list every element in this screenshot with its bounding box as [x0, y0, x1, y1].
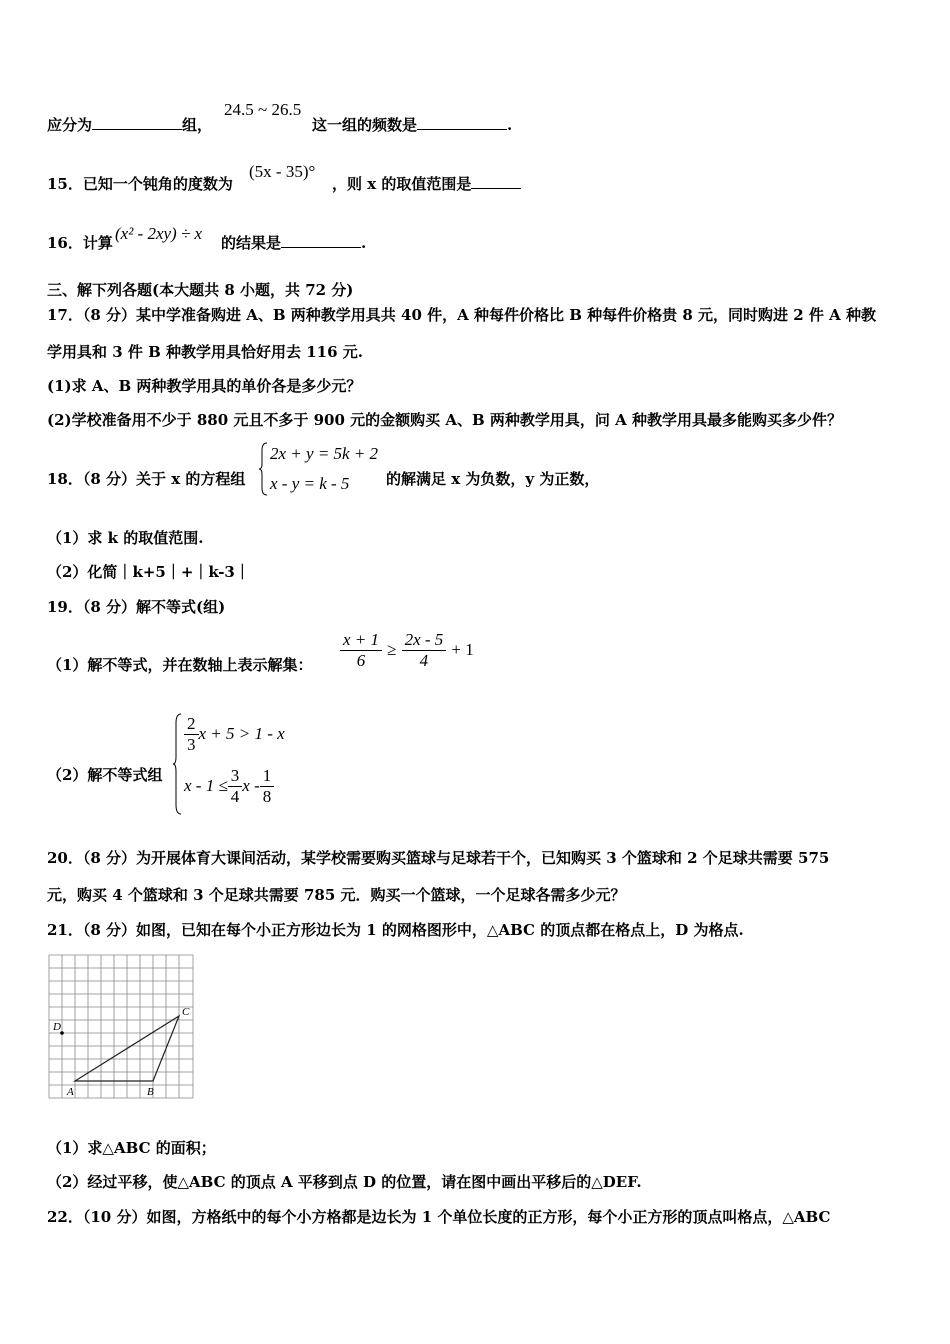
q15-expr: (5x - 35)°: [249, 162, 316, 181]
q15-blank[interactable]: [471, 174, 521, 189]
q21-grid-svg: [47, 953, 197, 1101]
q19-sys2-frac-1: [228, 766, 243, 807]
q19-part-1: （1）解不等式，并在数轴上表示解集：: [47, 656, 313, 674]
q19-sys2-mid: x -: [242, 776, 260, 795]
q19-sys-2: [184, 766, 274, 807]
q14-blank-2[interactable]: [417, 115, 507, 130]
q19-sys2-num: 3: [228, 766, 243, 787]
q15-text: 15．已知一个钝角的度数为: [47, 175, 233, 193]
q14-range: 24.5 ~ 26.5: [224, 100, 302, 119]
section-3-title: 三、解下列各题(本大题共 8 小题，共 72 分): [47, 281, 354, 299]
q19-p1-den-1: 6: [356, 651, 366, 670]
label-b: B: [147, 1086, 154, 1098]
q14-mid: 组，: [182, 116, 213, 134]
left-brace-icon: [172, 713, 182, 815]
q19-p1-expr: [340, 630, 474, 671]
q14-line-2: [312, 115, 512, 135]
q18-part-1: （1）求 k 的取值范围.: [47, 529, 204, 547]
label-a: A: [67, 1086, 74, 1098]
q19-p1-num-1: x + 1: [340, 630, 382, 651]
q16-tail-line: [221, 233, 366, 253]
q18-text: 18．（8 分）关于 x 的方程组: [47, 470, 246, 488]
q16-end: .: [361, 234, 367, 252]
q15-tail-line: [332, 174, 521, 194]
q16-expr: (x² - 2xy) ÷ x: [115, 224, 203, 243]
q19-sys1-tail: x + 5 > 1 - x: [198, 724, 285, 743]
q17-part-2: (2)学校准备用不少于 880 元且不多于 900 元的金额购买 A、B 两种教学用具，问 A 种教学用具最多能购买多少件？: [47, 411, 842, 429]
q19-p1-tail: + 1: [451, 640, 474, 659]
q19-sys-1: [184, 714, 285, 755]
q18-brace: [258, 442, 268, 496]
q20-line-2: 元，购买 4 个篮球和 3 个足球共需要 785 元．购买一个篮球，一个足球各需多少元？: [47, 886, 626, 904]
q19-sys2-den-2: 8: [262, 787, 272, 806]
q16-tail: 的结果是: [221, 234, 282, 252]
q14-blank-1[interactable]: [92, 115, 182, 130]
q19-sys1-frac: [184, 714, 199, 755]
q19-p1-den-2: 4: [419, 651, 429, 670]
q14-line: [47, 115, 212, 135]
q19-p1-num-2: 2x - 5: [402, 630, 447, 651]
q14-end: .: [507, 116, 513, 134]
q21-grid-figure: [47, 953, 197, 1101]
q20-line-1: 20．（8 分）为开展体育大课间活动，某学校需要购买篮球与足球若干个，已知购买 3 个篮球和 2 个足球共需要 575: [47, 849, 830, 867]
grid-lines: [49, 955, 193, 1098]
q19-brace: [172, 713, 182, 815]
label-d: D: [53, 1021, 61, 1033]
q16-blank[interactable]: [281, 233, 361, 248]
q21-text: 21．（8 分）如图，已知在每个小正方形边长为 1 的网格图形中，△ABC 的顶点都在格点上，D 为格点.: [47, 921, 744, 939]
q15-tail: ，则 x 的取值范围是: [332, 175, 472, 193]
q18-eq-2: x - y = k - 5: [270, 474, 350, 493]
label-c: C: [182, 1006, 190, 1018]
q14-prefix: 应分为: [47, 116, 93, 134]
q19-p1-rel: ≥: [387, 640, 397, 659]
q22-text: 22．（10 分）如图，方格纸中的每个小方格都是边长为 1 个单位长度的正方形，每个小正方形的顶点叫格点，△ABC: [47, 1208, 831, 1226]
q19-title: 19．（8 分）解不等式(组): [47, 598, 226, 616]
q18-eq-1: 2x + y = 5k + 2: [270, 444, 379, 463]
q17-part-1: (1)求 A、B 两种教学用具的单价各是多少元？: [47, 377, 362, 395]
q16-text: 16．计算: [47, 234, 113, 252]
q19-sys1-den: 3: [187, 735, 196, 754]
q19-p1-frac-2: [402, 630, 447, 671]
q19-sys2-head: x - 1 ≤: [184, 776, 228, 795]
q21-part-1: （1）求△ABC 的面积；: [47, 1139, 216, 1157]
left-brace-icon: [258, 442, 268, 496]
q14-suffix: 这一组的频数是: [312, 116, 418, 134]
q19-sys2-den: 4: [230, 787, 240, 806]
q19-p1-frac-1: [340, 630, 382, 671]
q19-sys2-frac-2: [260, 766, 275, 807]
q19-sys1-num: 2: [184, 714, 199, 735]
q17-line-2: 学用具和 3 件 B 种教学用具恰好用去 116 元.: [47, 343, 363, 361]
q18-part-2: （2）化简｜k+5｜+｜k-3｜: [47, 563, 250, 581]
q19-part-2: （2）解不等式组: [47, 766, 163, 784]
q19-sys2-num-2: 1: [260, 766, 275, 787]
q21-part-2: （2）经过平移，使△ABC 的顶点 A 平移到点 D 的位置，请在图中画出平移后的△DEF.: [47, 1173, 642, 1191]
q17-line-1: 17．（8 分）某中学准备购进 A、B 两种教学用具共 40 件，A 种每件价格比 B 种每件价格贵 8 元，同时购进 2 件 A 种教: [47, 306, 876, 324]
q18-tail: 的解满足 x 为负数，y 为正数，: [386, 470, 600, 488]
